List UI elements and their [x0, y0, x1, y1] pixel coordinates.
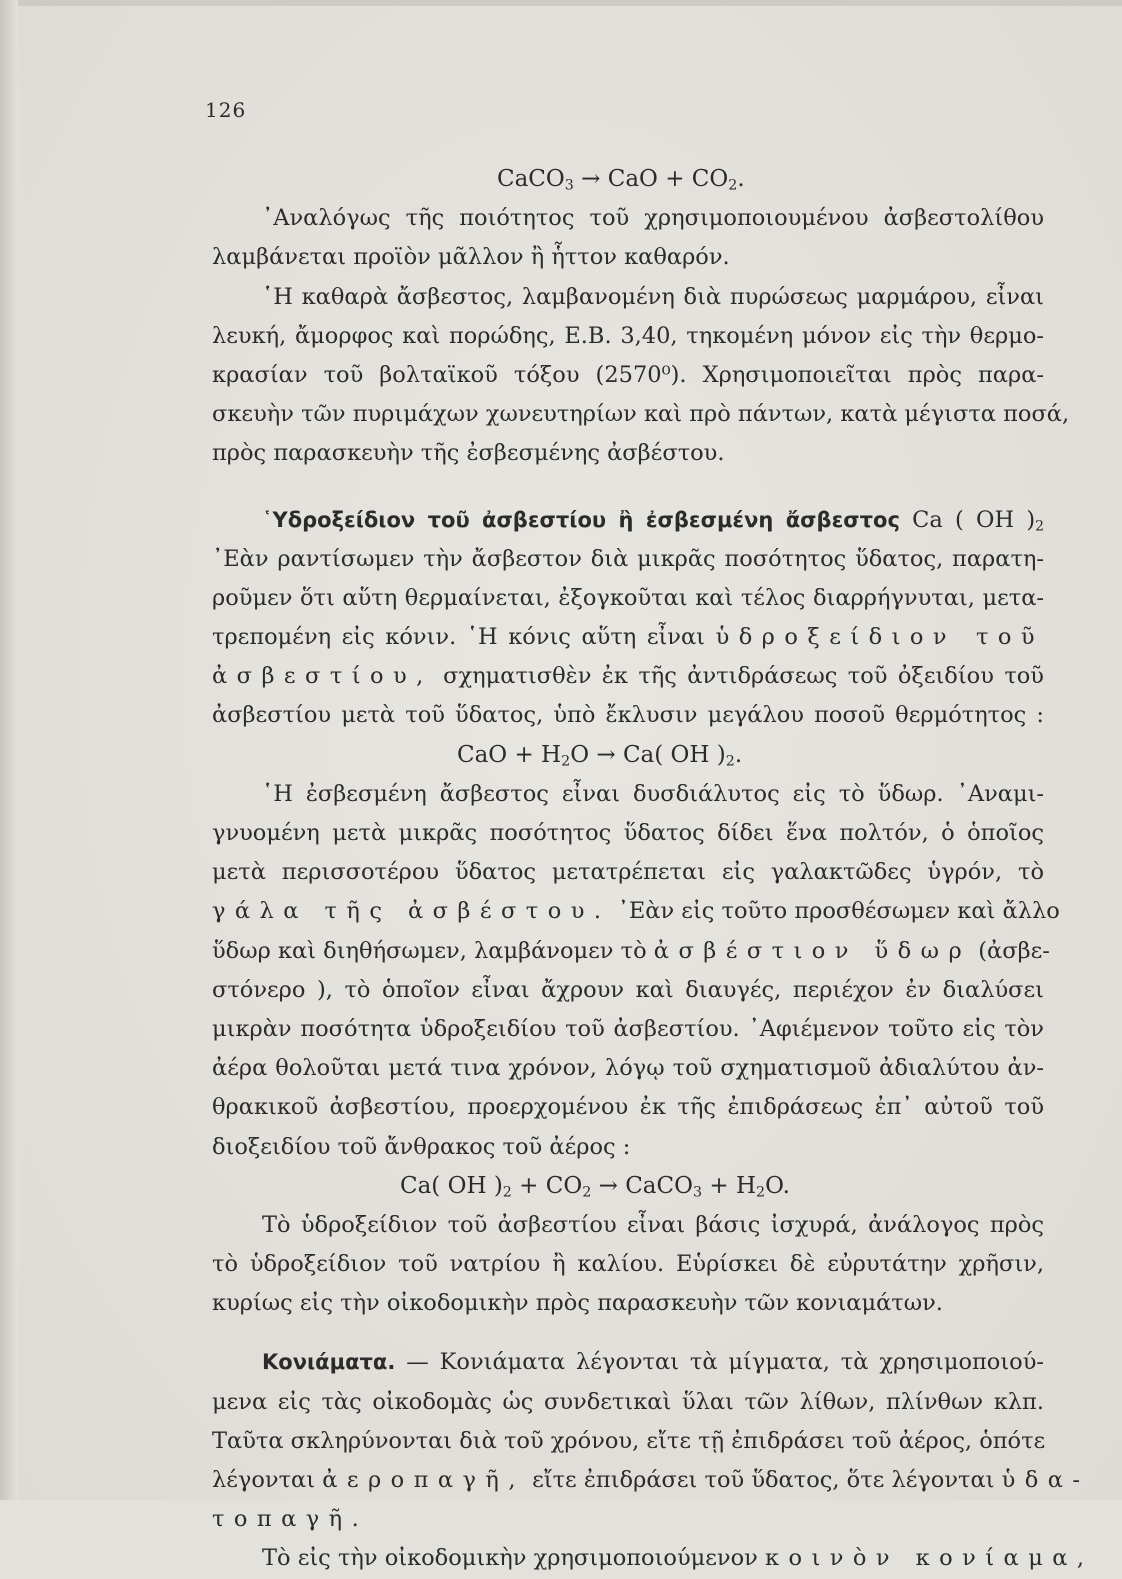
spaced-term: ὑδροξείδιον τοῦ: [715, 624, 1044, 651]
text-line: θρακικοῦ ἀσβεστίου, προερχομένου ἐκ τῆς ἐπιδράσεως ἐπ᾿ αὐτοῦ τοῦ: [212, 1094, 1044, 1121]
text-line: σκευὴν τῶν πυριμάχων χωνευτηρίων καὶ πρὸ πάντων, κατὰ μέγιστα ποσά,: [212, 401, 1070, 428]
text-line: λευκή, ἄμορφος καὶ πορώδης, Ε.Β. 3,40, τηκομένη μόνον εἰς τὴν θερμο-: [212, 322, 1044, 349]
section-gap: [212, 1323, 1044, 1343]
text-line: Τὸ εἰς τὴν οἰκοδομικὴν χρησιμοποιούμενον κοινὸν κονίαμα,: [262, 1545, 1094, 1572]
text-line: μετὰ περισσοτέρου ὕδατος μετατρέπεται εἰς γαλακτῶδες ὑγρόν, τὸ: [212, 859, 1044, 886]
spaced-term: τοπαγῆ.: [212, 1506, 369, 1533]
text-line: κυρίως εἰς τὴν οἰκοδομικὴν πρὸς παρασκευὴν τῶν κονιαμάτων.: [212, 1290, 943, 1317]
text-line: στόνερο ), τὸ ὁποῖον εἶναι ἄχρουν καὶ διαυγές, περιέχον ἐν διαλύσει: [212, 976, 1044, 1003]
text-line: ροῦμεν ὅτι αὕτη θερμαίνεται, ἐξογκοῦται καὶ τέλος διαρρήγνυται, μετα-: [212, 584, 1044, 611]
text-line: μικρὰν ποσότητα ὑδροξειδίου τοῦ ἀσβεστίου. ᾿Αφιέμενον τοῦτο εἰς τὸν: [212, 1015, 1044, 1042]
text-line: ᾿Αναλόγως τῆς ποιότητος τοῦ χρησιμοποιουμένου ἀσβεστολίθου: [262, 205, 1044, 232]
section-heading: Κονιάματα.: [262, 1350, 396, 1375]
text-line: ἀσβεστίου, σχηματισθὲν ἐκ τῆς ἀντιδράσεως τοῦ ὀξειδίου τοῦ: [212, 663, 1044, 690]
paragraph-common-mortar: [212, 1539, 1094, 1578]
spaced-term: ὑδα-: [1001, 1467, 1090, 1493]
equation-slaking: CaO + $H_2O \to Ca$( OH )$_2$.: [457, 741, 743, 770]
binding-shadow: [0, 0, 18, 1500]
text-line: Τὸ ὑδροξείδιον τοῦ ἀσβεστίου εἶναι βάσις ἰσχυρά, ἀνάλογος πρὸς: [262, 1211, 1044, 1238]
text-line: ἀέρα θολοῦται μετά τινα χρόνον, λόγῳ τοῦ σχηματισμοῦ ἀδιαλύτου ἀν-: [212, 1055, 1044, 1082]
text-line: πρὸς παρασκευὴν τῆς ἐσβεσμένης ἀσβέστου.: [212, 440, 725, 467]
text-line: γάλα τῆς ἀσβέστου. ᾿Εὰν εἰς τοῦτο προσθέσωμεν καὶ ἄλλο: [212, 898, 1060, 925]
section-slaked-lime: [212, 501, 1044, 736]
page-top-edge: [0, 0, 1122, 6]
section-mortars: [212, 1343, 1090, 1539]
text-line: κρασίαν τοῦ βολταϊκοῦ τόξου (2570⁰). Χρησιμοποιεῖται πρὸς παρα-: [212, 361, 1044, 388]
text-line: ᾿Εὰν ραντίσωμεν τὴν ἄσβεστον διὰ μικρᾶς ποσότητος ὕδατος, παρατη-: [212, 545, 1044, 572]
text-line: Κονιάματα. — Κονιάματα λέγονται τὰ μίγματα, τὰ χρησιμοποιού-: [262, 1349, 1045, 1376]
text-line: τὸ ὑδροξείδιον τοῦ νατρίου ἢ καλίου. Εὑρίσκει δὲ εὐρυτάτην χρῆσιν,: [212, 1251, 1044, 1278]
formula-caoh2: Ca ( OH )$_2$: [912, 506, 1044, 534]
text-line: λαμβάνεται προϊὸν μᾶλλον ἢ ἧττον καθαρόν.: [212, 244, 730, 271]
paragraph-pure-lime: [212, 278, 1070, 474]
spaced-term: ἀσβέστιον ὕδωρ: [653, 937, 972, 964]
paragraph-strong-base: [212, 1206, 1044, 1324]
text-line: ῾Η ἐσβεσμένη ἄσβεστος εἶναι δυσδιάλυτος εἰς τὸ ὕδωρ. ᾿Αναμι-: [262, 780, 1044, 807]
text-line: λέγονται ἀεροπαγῆ, εἴτε ἐπιδράσει τοῦ ὕδατος, ὅτε λέγονται ὑδα-: [212, 1467, 1090, 1493]
spaced-term: ἀσβεστίου,: [212, 663, 433, 690]
text-line: τρεπομένη εἰς κόνιν. ῾Η κόνις αὕτη εἶναι ὑδροξείδιον τοῦ: [212, 624, 1044, 651]
section-gap: [212, 474, 1044, 501]
spaced-term: ἀεροπαγῆ,: [322, 1467, 525, 1493]
page-number: 126: [205, 98, 247, 122]
equation-carbonation: Ca( OH )$_2 + CO_2$ → CaCO$_3$ + $H_2O$.: [400, 1172, 790, 1201]
section-heading-line: [212, 501, 1044, 540]
paragraph-quality: [212, 199, 1044, 277]
text-line: ὕδωρ καὶ διηθήσωμεν, λαμβάνομεν τὸ ἀσβέστιον ὕδωρ (ἀσβε-: [212, 937, 1050, 964]
text-line: μενα εἰς τὰς οἰκοδομὰς ὡς συνδετικαὶ ὕλαι τῶν λίθων, πλίνθων κλπ.: [212, 1388, 1044, 1415]
equation-calcination: CaCO$_3$ → CaO + $CO_2$.: [497, 166, 745, 194]
text-line: ῾Η καθαρὰ ἄσβεστος, λαμβανομένη διὰ πυρώσεως μαρμάρου, εἶναι: [262, 283, 1044, 310]
spaced-term: γάλα τῆς ἀσβέστου.: [212, 898, 611, 925]
spaced-term: κοινὸν κονίαμα,: [765, 1545, 1094, 1572]
page-body: [212, 160, 1094, 1579]
text-line: γνυομένη μετὰ μικρᾶς ποσότητος ὕδατος δίδει ἕνα πολτόν, ὁ ὁποῖος: [212, 820, 1044, 846]
text-line: Ταῦτα σκληρύνονται διὰ τοῦ χρόνου, εἴτε τῇ ἐπιδράσει τοῦ ἀέρος, ὁπότε: [212, 1427, 1046, 1454]
text-line: ἀσβεστίου μετὰ τοῦ ὕδατος, ὑπὸ ἔκλυσιν μεγάλου ποσοῦ θερμότητος :: [212, 702, 1044, 729]
text-line: διοξειδίου τοῦ ἄνθρακος τοῦ ἀέρος :: [212, 1133, 631, 1160]
section-heading: ῾Υδροξείδιον τοῦ ἀσβεστίου ἢ ἐσβεσμένη ἄσβεστος: [262, 507, 900, 532]
paragraph-limewater: [212, 775, 1060, 1167]
text-line: [212, 1500, 1044, 1539]
